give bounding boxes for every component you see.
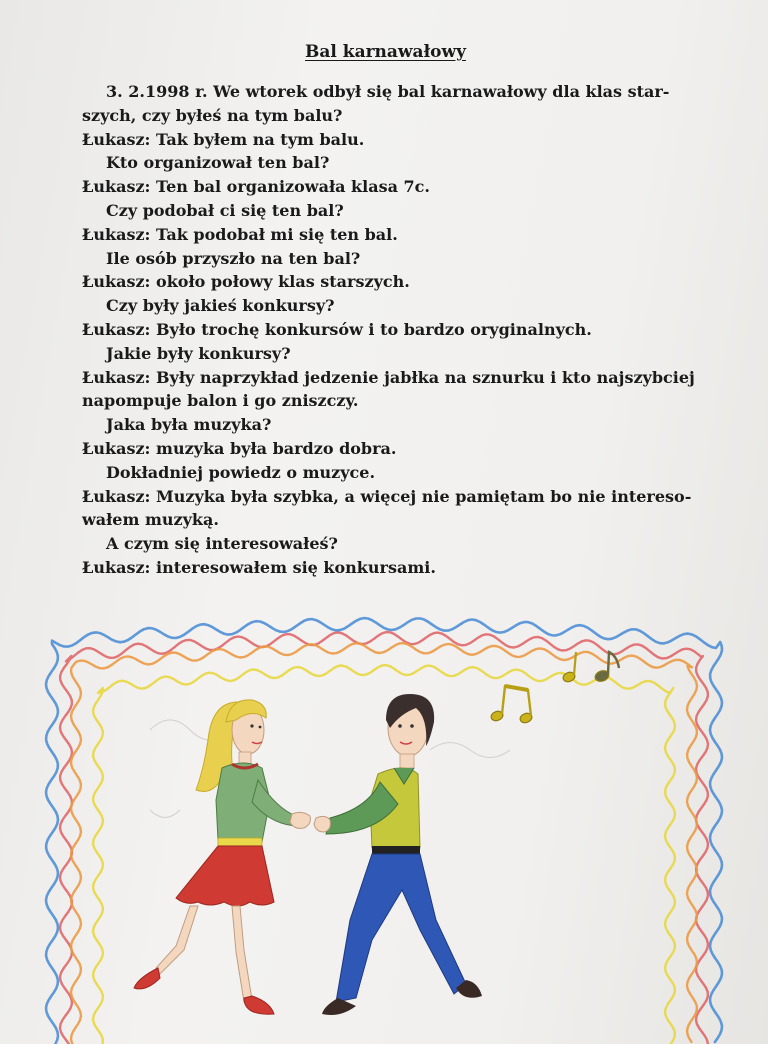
text-line: Jakie były konkursy? — [106, 343, 291, 363]
text-line: 3. 2.1998 r. We wtorek odbył się bal karnawałowy dla klas star- — [106, 82, 670, 101]
girl-figure — [134, 700, 310, 1014]
text-line: A czym się interesowałeś? — [106, 534, 338, 554]
document-title: Bal karnawałowy — [305, 42, 466, 62]
music-notes-icon — [490, 652, 619, 724]
text-line: Łukasz: interesowałem się konkursami. — [82, 557, 436, 577]
text-line: Dokładniej powiedz o muzyce. — [106, 462, 376, 482]
text-line: Łukasz: Tak byłem na tym balu. — [82, 129, 365, 149]
text-line: Łukasz: Muzyka była szybka, a więcej nie pamiętam bo nie intereso- — [82, 486, 692, 506]
text-line: Kto organizował ten bal? — [106, 153, 330, 173]
text-line: Czy były jakieś konkursy? — [106, 296, 335, 316]
dancing-couple-drawing — [0, 590, 768, 1044]
interview-text — [82, 80, 702, 580]
text-line: Łukasz: Było trochę konkursów i to bardzo oryginalnych. — [82, 319, 592, 339]
text-line: Jaka była muzyka? — [106, 415, 272, 435]
text-line: napompuje balon i go zniszczy. — [82, 391, 359, 411]
text-line: Łukasz: Tak podobał mi się ten bal. — [82, 224, 398, 244]
text-line: Łukasz: muzyka była bardzo dobra. — [82, 438, 397, 458]
text-line: Ile osób przyszło na ten bal? — [106, 248, 361, 268]
text-line: Łukasz: Były naprzykład jedzenie jabłka na sznurku i kto najszybciej — [82, 367, 695, 387]
text-line: Łukasz: Ten bal organizowała klasa 7c. — [82, 177, 430, 197]
boy-figure — [314, 694, 482, 1015]
text-line: Łukasz: około połowy klas starszych. — [82, 272, 410, 292]
text-line: szych, czy byłeś na tym balu? — [82, 105, 343, 125]
text-line: Czy podobał ci się ten bal? — [106, 200, 344, 220]
text-line: wałem muzyką. — [82, 510, 219, 530]
